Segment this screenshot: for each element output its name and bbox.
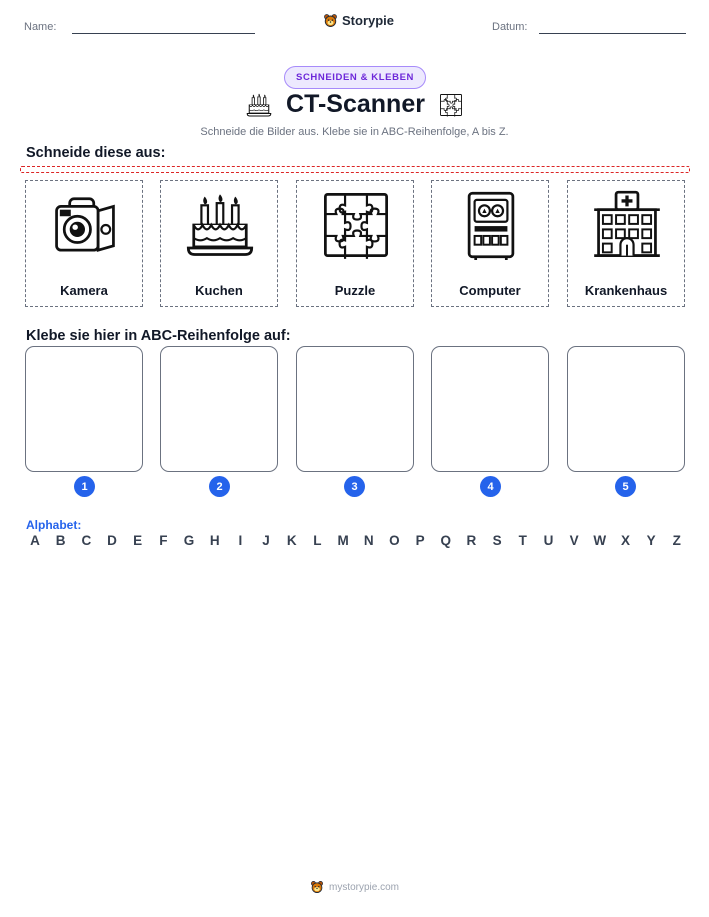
brand-name: Storypie	[342, 13, 395, 28]
paste-box-4[interactable]	[431, 346, 549, 472]
alphabet-letter: X	[620, 533, 630, 548]
alphabet-letter: F	[159, 533, 168, 548]
cut-section-title: Schneide diese aus:	[26, 145, 166, 161]
paste-box-1[interactable]	[25, 346, 143, 472]
paste-section-title: Klebe sie hier in ABC-Reihenfolge auf:	[26, 328, 291, 344]
alphabet-letter: P	[415, 533, 425, 548]
storypie-mascot-icon	[310, 880, 324, 894]
name-line[interactable]	[72, 33, 255, 34]
alphabet-row	[26, 533, 686, 548]
page-title: CT-Scanner	[286, 90, 425, 118]
alphabet-letter: N	[363, 533, 374, 548]
cut-cards	[25, 180, 685, 307]
cut-line	[20, 166, 690, 173]
alphabet-letter: M	[337, 533, 349, 548]
alphabet-letter: Q	[440, 533, 451, 548]
footer-url: mystorypie.com	[328, 881, 399, 893]
alphabet-letter: V	[569, 533, 579, 548]
date-label: Datum:	[492, 21, 528, 33]
footer	[0, 880, 709, 894]
alphabet-letter: J	[262, 533, 270, 548]
alphabet-letter: O	[389, 533, 400, 548]
paste-number-1: 1	[74, 476, 95, 497]
puzzle-icon	[321, 190, 391, 260]
cut-card-kuchen[interactable]	[160, 180, 278, 307]
alphabet-letter: A	[30, 533, 40, 548]
computer-icon	[456, 190, 526, 260]
cut-card-puzzle[interactable]	[296, 180, 414, 307]
alphabet-letter: Y	[646, 533, 656, 548]
camera-icon	[50, 190, 120, 260]
cake-icon	[185, 190, 255, 260]
paste-number-2: 2	[209, 476, 230, 497]
instructions: Schneide die Bilder aus. Klebe sie in ABC-Reihenfolge, A bis Z.	[200, 126, 509, 138]
alphabet-letter: E	[133, 533, 143, 548]
cut-card-krankenhaus[interactable]	[567, 180, 685, 307]
alphabet-letter: H	[209, 533, 220, 548]
card-label: Krankenhaus	[584, 283, 668, 298]
alphabet-letter: W	[593, 533, 607, 548]
hospital-icon	[592, 190, 662, 260]
storypie-mascot-icon	[323, 13, 338, 28]
alphabet-letter: U	[543, 533, 554, 548]
paste-box-3[interactable]	[296, 346, 414, 472]
name-label: Name:	[24, 21, 57, 33]
cut-card-computer[interactable]	[431, 180, 549, 307]
alphabet-letter: D	[107, 533, 117, 548]
paste-number-5: 5	[615, 476, 636, 497]
date-line[interactable]	[539, 33, 686, 34]
paste-box-2[interactable]	[160, 346, 278, 472]
alphabet-letter: B	[55, 533, 66, 548]
card-label: Computer	[459, 283, 521, 298]
activity-badge: SCHNEIDEN & KLEBEN	[284, 66, 426, 89]
cake-icon	[246, 92, 272, 118]
alphabet-letter: C	[81, 533, 92, 548]
alphabet-letter: I	[238, 533, 243, 548]
alphabet-letter: L	[313, 533, 322, 548]
card-label: Puzzle	[334, 283, 376, 298]
card-label: Kuchen	[195, 283, 243, 298]
alphabet-letter: K	[286, 533, 297, 548]
alphabet-letter: T	[518, 533, 527, 548]
brand-logo	[323, 13, 394, 28]
cut-card-kamera[interactable]	[25, 180, 143, 307]
card-label: Kamera	[60, 283, 108, 298]
alphabet-letter: Z	[672, 533, 681, 548]
paste-number-4: 4	[480, 476, 501, 497]
alphabet-letter: R	[466, 533, 477, 548]
title-row	[0, 90, 709, 119]
puzzle-icon	[439, 93, 463, 117]
alphabet-letter: S	[492, 533, 502, 548]
alphabet-label: Alphabet:	[26, 518, 82, 532]
alphabet-letter: G	[183, 533, 195, 548]
paste-number-3: 3	[344, 476, 365, 497]
paste-box-5[interactable]	[567, 346, 685, 472]
